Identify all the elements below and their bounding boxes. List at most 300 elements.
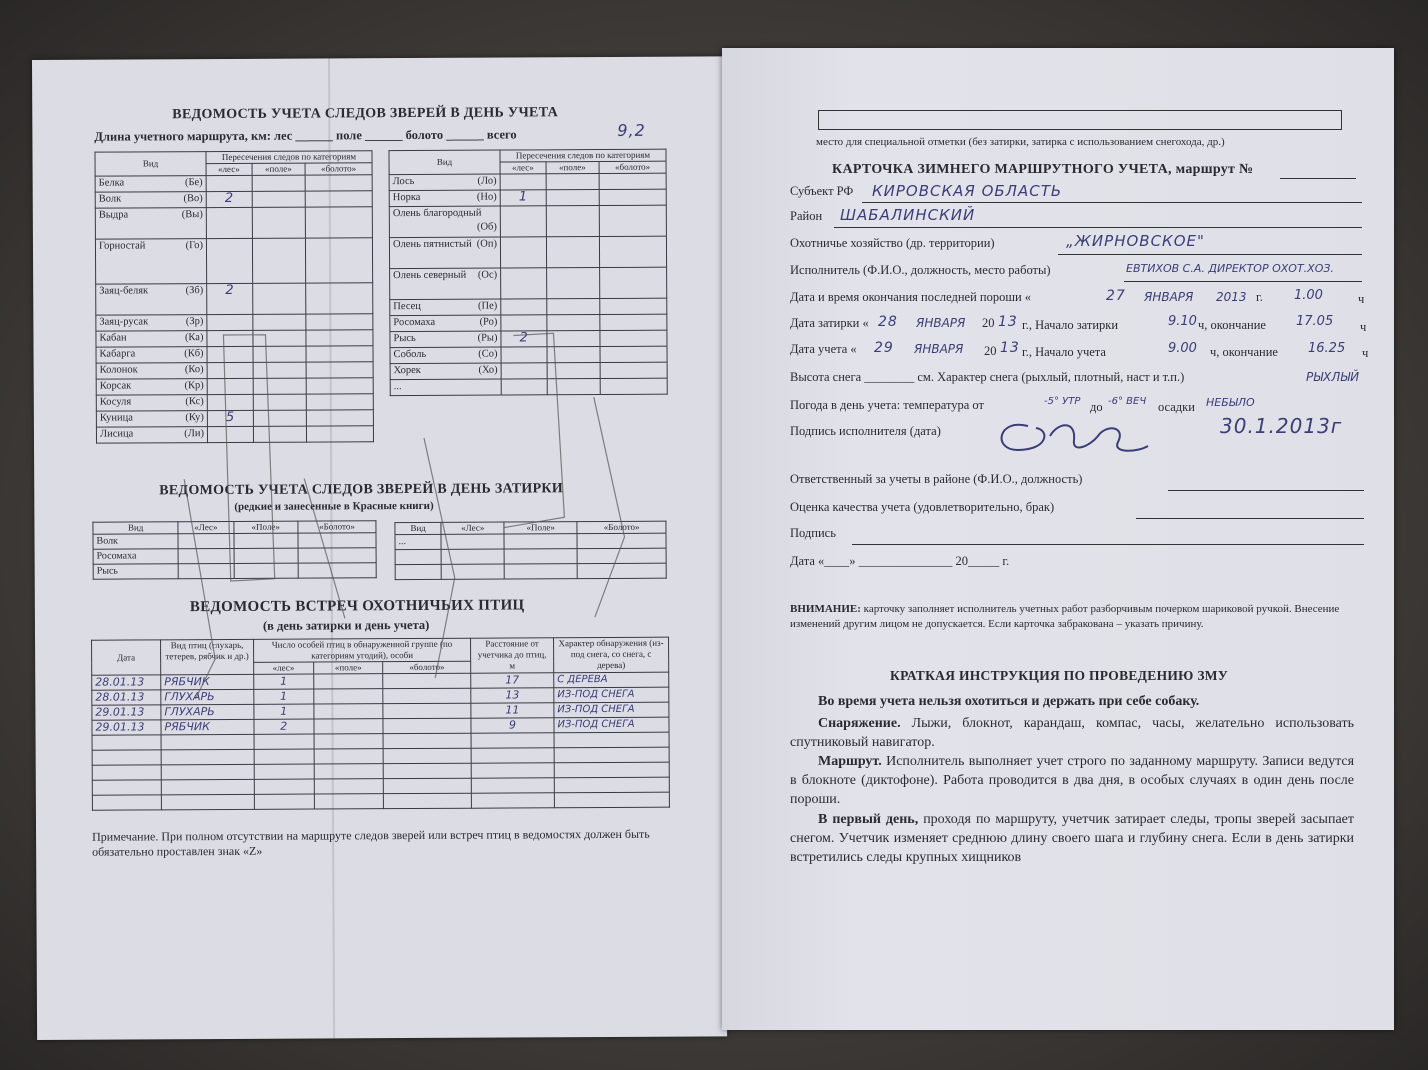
boloto-cell [577,533,666,548]
pole-cell [313,689,383,704]
count-day: 29 [874,340,894,356]
empty-cell [504,564,577,579]
empty-cell [92,795,161,810]
table-row [96,378,373,395]
pole-cell [253,346,307,362]
detection-cell: ИЗ-ПОД СНЕГА [554,687,669,703]
les-cell [207,330,253,346]
year-suffix: г. [1256,290,1263,304]
route-number-field [1280,178,1356,179]
species-cell [390,299,501,316]
species-abbr: (Ко) [184,364,204,376]
species-cell: Волк [93,534,178,549]
les-cell [207,378,253,394]
les-cell: 5 [207,410,253,426]
pole-cell [546,174,600,190]
detection-cell: ИЗ-ПОД СНЕГА [554,717,669,733]
species-cell [390,379,501,396]
species-abbr: (Ло) [477,175,497,187]
pole-cell [313,674,383,689]
empty-cell [577,548,666,563]
table-row [96,362,373,379]
farm-label: Охотничье хозяйство (др. территории) [790,236,995,250]
pole-cell [234,533,299,548]
special-mark-label: место для специальной отметки (без затирки, затирка с использованием снегохода, др.) [816,136,1225,148]
les-cell [206,207,252,238]
tracks-table-right [388,149,667,396]
signature-drawing [988,406,1168,466]
species-cell [95,239,206,285]
pole-cell [546,190,600,206]
table-row [95,191,372,208]
les-cell: 1 [254,674,314,689]
last-snow-year: 2013 [1216,290,1247,304]
species-abbr: (Хо) [478,364,498,376]
boloto-cell [298,548,376,563]
species-cell [96,411,207,428]
table-row [96,330,373,347]
sign-line [852,544,1364,545]
les-cell [501,268,547,299]
col-count: Число особей птиц в обнаруженной группе (по категориям угодий), особи [254,638,471,662]
pole-cell [253,410,307,426]
species-name: Горностай [98,240,146,252]
signature-date: 30.1.2013г [1220,414,1343,438]
species-name: Норка [392,191,421,204]
les-cell [501,315,547,331]
col-crossings: Пересечения следов по категориям [206,151,372,164]
empty-cell [314,749,384,764]
empty-cell [554,732,669,748]
pole-cell [252,330,306,346]
empty-cell [384,778,472,793]
les-cell [501,347,547,363]
empty-cell [395,549,441,564]
executor-line [1124,281,1362,282]
les-cell [206,175,252,191]
species-cell [96,379,207,396]
species-cell [96,395,207,412]
instruction-4-text: проходя по маршруту, учетчик затирает следы, тропы зверей засыпает снегом. Учетчик изменяет среднюю длину своего шага и глубину снега. Если в день затирки встретились следы крупных хищников [790,812,1354,865]
boloto-cell [383,718,471,733]
date-cell: 28.01.13 [92,675,161,690]
species-cell [389,174,500,191]
species-cell [390,315,501,332]
boloto-cell [305,191,372,207]
col-les: «Лес» [441,522,504,534]
right-page [722,48,1394,1030]
pole-cell [252,283,306,314]
table-row [390,267,667,299]
species-abbr: (Зр) [185,316,204,328]
col-pole: «Поле» [233,521,298,533]
col-les: «лес» [206,163,252,175]
table-row [395,563,666,579]
species-name: Выдра [98,209,129,221]
species-cell: ... [395,534,441,549]
boloto-cell [305,175,372,191]
empty-cell [384,793,472,808]
pole-cell [547,379,601,395]
table-row [95,175,372,192]
species-name: Росомаха [393,316,436,329]
district-value: ШАБАЛИНСКИЙ [840,206,976,224]
les-cell: 2 [207,283,253,314]
precip-label: осадки [1158,400,1195,414]
quality-line [1136,518,1364,519]
last-snow-month: ЯНВАРЯ [1144,290,1194,304]
table-row [93,548,376,564]
table-row [96,410,373,427]
rub-start: 9.10 [1168,314,1197,329]
species-abbr: (Ро) [479,316,498,328]
species-name: Олень пятнистый [392,238,472,251]
boloto-cell [600,298,667,314]
table-row [95,238,372,284]
col-species: Вид [95,152,206,177]
subject-line [862,202,1362,203]
date-cell: 29.01.13 [92,705,161,720]
instruction-3-text: Исполнитель выполняет учет строго по заданному маршруту. Записи ведутся в блокноте (диктофоне). Работа проводится в два дня, в особых случаях в один день после пороши. [790,754,1355,807]
distance-cell: 9 [471,718,554,733]
col-boloto: «болото» [599,161,666,173]
species-name: Куница [99,412,133,424]
species-cell [389,206,500,238]
route-length-label: Длина учетного маршрута, км: лес ______ поле ______ болото ______ всего [94,127,517,144]
species-name: Олень северный [393,269,467,282]
pole-cell [546,315,600,331]
table-row [96,394,373,411]
empty-cell [471,733,554,748]
col-distance: Расстояние от учетчика до птиц, м [471,638,554,673]
table-row [389,205,666,237]
rub-year: 13 [998,314,1018,330]
distance-cell: 11 [471,703,554,718]
boloto-cell [383,703,471,718]
species-cell [95,192,206,209]
pole-cell [314,719,384,734]
left-page [32,56,727,1040]
boloto-cell [599,205,666,236]
pole-cell [546,299,600,315]
count-month: ЯНВАРЯ [914,342,964,356]
table-row [390,298,667,315]
les-cell [207,346,253,362]
tracks-table-left [94,150,374,443]
species-abbr: (Вы) [181,209,203,221]
detection-cell: С ДЕРЕВА [554,672,669,688]
empty-cell [254,779,314,794]
pole-cell [547,363,601,379]
species-name: Белка [98,177,125,189]
species-name: Колонок [99,364,138,376]
col-date: Дата [92,640,161,675]
instruction-4 [790,810,1354,867]
table-row [390,314,667,331]
temp-to: -6° ВЕЧ [1108,396,1147,407]
empty-cell [254,734,314,749]
pole-cell [504,534,577,549]
count-year: 13 [1000,340,1020,356]
rub-end-label: ч, окончание [1198,318,1266,332]
count-start-label: г., Начало учета [1022,345,1106,359]
boloto-cell [600,362,667,378]
pole-cell [253,426,307,442]
table-row [93,533,376,549]
pole-cell [546,268,600,299]
temp-to-label: до [1090,400,1103,414]
species-cell [390,268,501,300]
pole-cell [252,314,306,330]
species-abbr: (Ли) [184,428,204,440]
route-total-value: 9,2 [617,120,646,140]
pole-cell [252,175,306,191]
boloto-cell [383,673,471,688]
col-pole: «поле» [546,162,600,174]
species-name: Соболь [393,348,427,361]
weather-label: Погода в день учета: температура от [790,398,984,412]
distance-cell: 13 [471,688,554,703]
card-title: КАРТОЧКА ЗИМНЕГО МАРШРУТНОГО УЧЕТА, маршрут № [832,162,1254,177]
table-row [389,236,666,268]
empty-cell [314,779,384,794]
species-abbr: (Го) [185,240,204,252]
rub-end: 17.05 [1296,314,1334,329]
snow-label: Высота снега ________ см. Характер снега (рыхлый, плотный, наст и т.п.) [790,370,1185,384]
species-cell [96,427,207,444]
empty-cell [442,564,505,579]
species-cell [96,284,207,316]
farm-value: „ЖИРНОВСКОЕ" [1066,232,1205,250]
empty-cell [554,777,669,793]
empty-cell [384,748,472,763]
species-cell [389,190,500,207]
species-cell [390,347,501,364]
date-cell: 28.01.13 [92,690,161,705]
distance-cell: 17 [471,673,554,688]
count-start: 9.00 [1168,341,1197,356]
empty-cell [471,748,554,763]
responsible-line [1168,490,1364,491]
rub-start-label: г., Начало затирки [1022,318,1119,332]
species-name: ... [393,381,402,393]
rub-day-table-right [394,521,666,580]
empty-cell [504,549,577,564]
species-abbr: (Кр) [184,380,204,392]
pole-cell [252,191,306,207]
les-cell: 1 [254,704,314,719]
pole-cell [252,238,306,283]
species-name: Корсак [99,380,132,392]
boloto-cell [599,189,666,205]
les-cell [178,533,233,548]
empty-cell [161,749,254,764]
les-cell [207,362,253,378]
table-row [96,346,373,363]
les-cell: 1 [254,689,314,704]
table-row [390,346,667,363]
species-abbr: (Бе) [184,177,203,189]
col-boloto: «болото» [383,661,471,673]
signature-label: Подпись исполнителя (дата) [790,424,941,438]
pole-cell [252,207,306,238]
count-end-label: ч, окончание [1210,345,1278,359]
rub-day-table-left [92,520,376,579]
boloto-cell [306,314,373,330]
les-cell: 1 [500,190,546,206]
boloto-cell [600,346,667,362]
district-label: Район [790,209,823,223]
col-les: «лес» [500,162,546,174]
rub-day-title: ВЕДОМОСТЬ УЧЕТА СЛЕДОВ ЗВЕРЕЙ В ДЕНЬ ЗАТИРКИ [159,481,564,499]
subject-value: КИРОВСКАЯ ОБЛАСТЬ [872,182,1063,200]
empty-cell [554,762,669,778]
species-cell [96,315,207,332]
species-cell [95,176,206,193]
pole-cell [313,704,383,719]
table-row [389,189,666,206]
species-cell [389,237,500,269]
boloto-cell [306,394,373,410]
instruction-2-bold: Снаряжение. [818,716,901,731]
species-abbr: (Но) [476,191,497,203]
instruction-3-bold: Маршрут. [818,754,882,769]
species-abbr: (Ос) [477,269,498,281]
sign-label: Подпись [790,526,836,540]
empty-cell [554,792,669,808]
species-abbr: (Ры) [477,332,498,344]
les-cell [500,174,546,190]
species-abbr: (Кс) [185,396,204,408]
les-cell [501,379,547,395]
boloto-cell [600,330,667,346]
boloto-cell [306,283,373,314]
bird-species-cell: ГЛУХАРЬ [161,689,254,704]
species-cell [390,331,501,348]
executor-value: ЕВТИХОВ С.А. ДИРЕКТОР ОХОТ.ХОЗ. [1126,262,1334,275]
col-les: «Лес» [178,521,233,533]
empty-cell [254,764,314,779]
temp-from: -5° УТР [1044,396,1081,407]
instruction-title: КРАТКАЯ ИНСТРУКЦИЯ ПО ПРОВЕДЕНИЮ ЗМУ [890,668,1229,683]
empty-cell [471,793,554,808]
table-row [95,207,372,239]
pole-cell [253,378,307,394]
col-boloto: «болото» [305,163,372,175]
species-cell [390,363,501,380]
table-row [93,563,376,579]
species-abbr: (Пе) [478,300,498,312]
les-cell [207,426,253,442]
species-name: Лисица [99,428,134,440]
boloto-cell [599,236,666,267]
les-cell [500,206,546,237]
species-name: Заяц-русак [99,316,149,328]
precip-value: НЕБЫЛО [1206,396,1255,409]
table-row [92,792,669,810]
empty-cell [92,765,161,780]
pole-cell [547,347,601,363]
species-abbr: (Кб) [184,348,204,360]
les-cell [501,299,547,315]
count-date-label: Дата учета « [790,342,857,356]
species-name: Лось [392,175,415,188]
attention-text: карточку заполняет исполнитель учетных работ разборчивым почерком шариковой ручкой. Внесение изменений другим лицом не допускается. Если карточка забракована – указать причину. [790,603,1340,630]
boloto-cell [298,533,376,548]
bird-species-cell: РЯБЧИК [161,719,254,734]
empty-cell [441,549,504,564]
species-name: Рысь [393,332,416,345]
species-name: Кабарга [99,348,136,360]
empty-cell [92,750,161,765]
boloto-cell [298,563,376,578]
birds-table [91,637,670,811]
table-row [96,283,373,315]
tracks-count-title: ВЕДОМОСТЬ УЧЕТА СЛЕДОВ ЗВЕРЕЙ В ДЕНЬ УЧЕТА [172,105,559,123]
boloto-cell [600,378,667,394]
boloto-cell [306,330,373,346]
year-prefix: 20 [984,344,997,358]
col-boloto: «Болото» [298,521,376,533]
empty-cell [471,778,554,793]
col-species: Вид [93,522,178,534]
attention-bold: ВНИМАНИЕ: [790,603,861,615]
empty-cell [384,763,472,778]
col-pole: «Поле» [504,522,577,534]
farm-line [1058,254,1362,255]
rub-day-subtitle: (редкие и занесенные в Красные книги) [234,499,434,513]
species-name: Волк [98,193,122,205]
boloto-cell [306,426,373,442]
species-abbr: (Ка) [184,332,204,344]
boloto-cell [306,378,373,394]
table-row [96,314,373,331]
last-snow-time: 1.00 [1294,288,1323,303]
species-name: Косуля [99,396,132,408]
empty-cell [161,764,254,779]
instruction-4-bold: В первый день, [818,812,919,827]
instruction-2 [790,714,1354,752]
species-name: Заяц-беляк [99,285,149,297]
species-name: Олень благородный [392,207,482,220]
note: Примечание. При полном отсутствии на маршруте следов зверей или встреч птиц в ведомостях должен быть обязательно проставлен знак «Z» [92,826,650,859]
empty-cell [314,794,384,809]
hour-suffix: ч [1358,292,1365,306]
date-cell: 29.01.13 [92,720,161,735]
table-row [390,330,667,347]
pole-cell [253,362,307,378]
pole-cell [234,563,299,578]
birds-title: ВЕДОМОСТЬ ВСТРЕЧ ОХОТНИЧЬИХ ПТИЦ [189,597,525,616]
col-species: Вид [395,522,441,534]
hour-suffix: ч [1360,320,1367,334]
birds-subtitle: (в день затирки и день учета) [262,617,430,633]
col-boloto: «Болото» [577,521,666,533]
empty-cell [161,794,254,809]
boloto-cell [306,410,373,426]
empty-cell [578,563,667,578]
les-cell [441,534,504,549]
rub-date-label: Дата затирки « [790,316,869,330]
empty-cell [92,735,161,750]
les-cell [500,237,546,268]
empty-cell [384,733,472,748]
les-cell [179,563,234,578]
hour-suffix: ч [1362,346,1369,360]
table-row [390,362,667,379]
empty-cell [314,764,384,779]
date-line-label: Дата «____» _______________ 20_____ г. [790,554,1010,568]
